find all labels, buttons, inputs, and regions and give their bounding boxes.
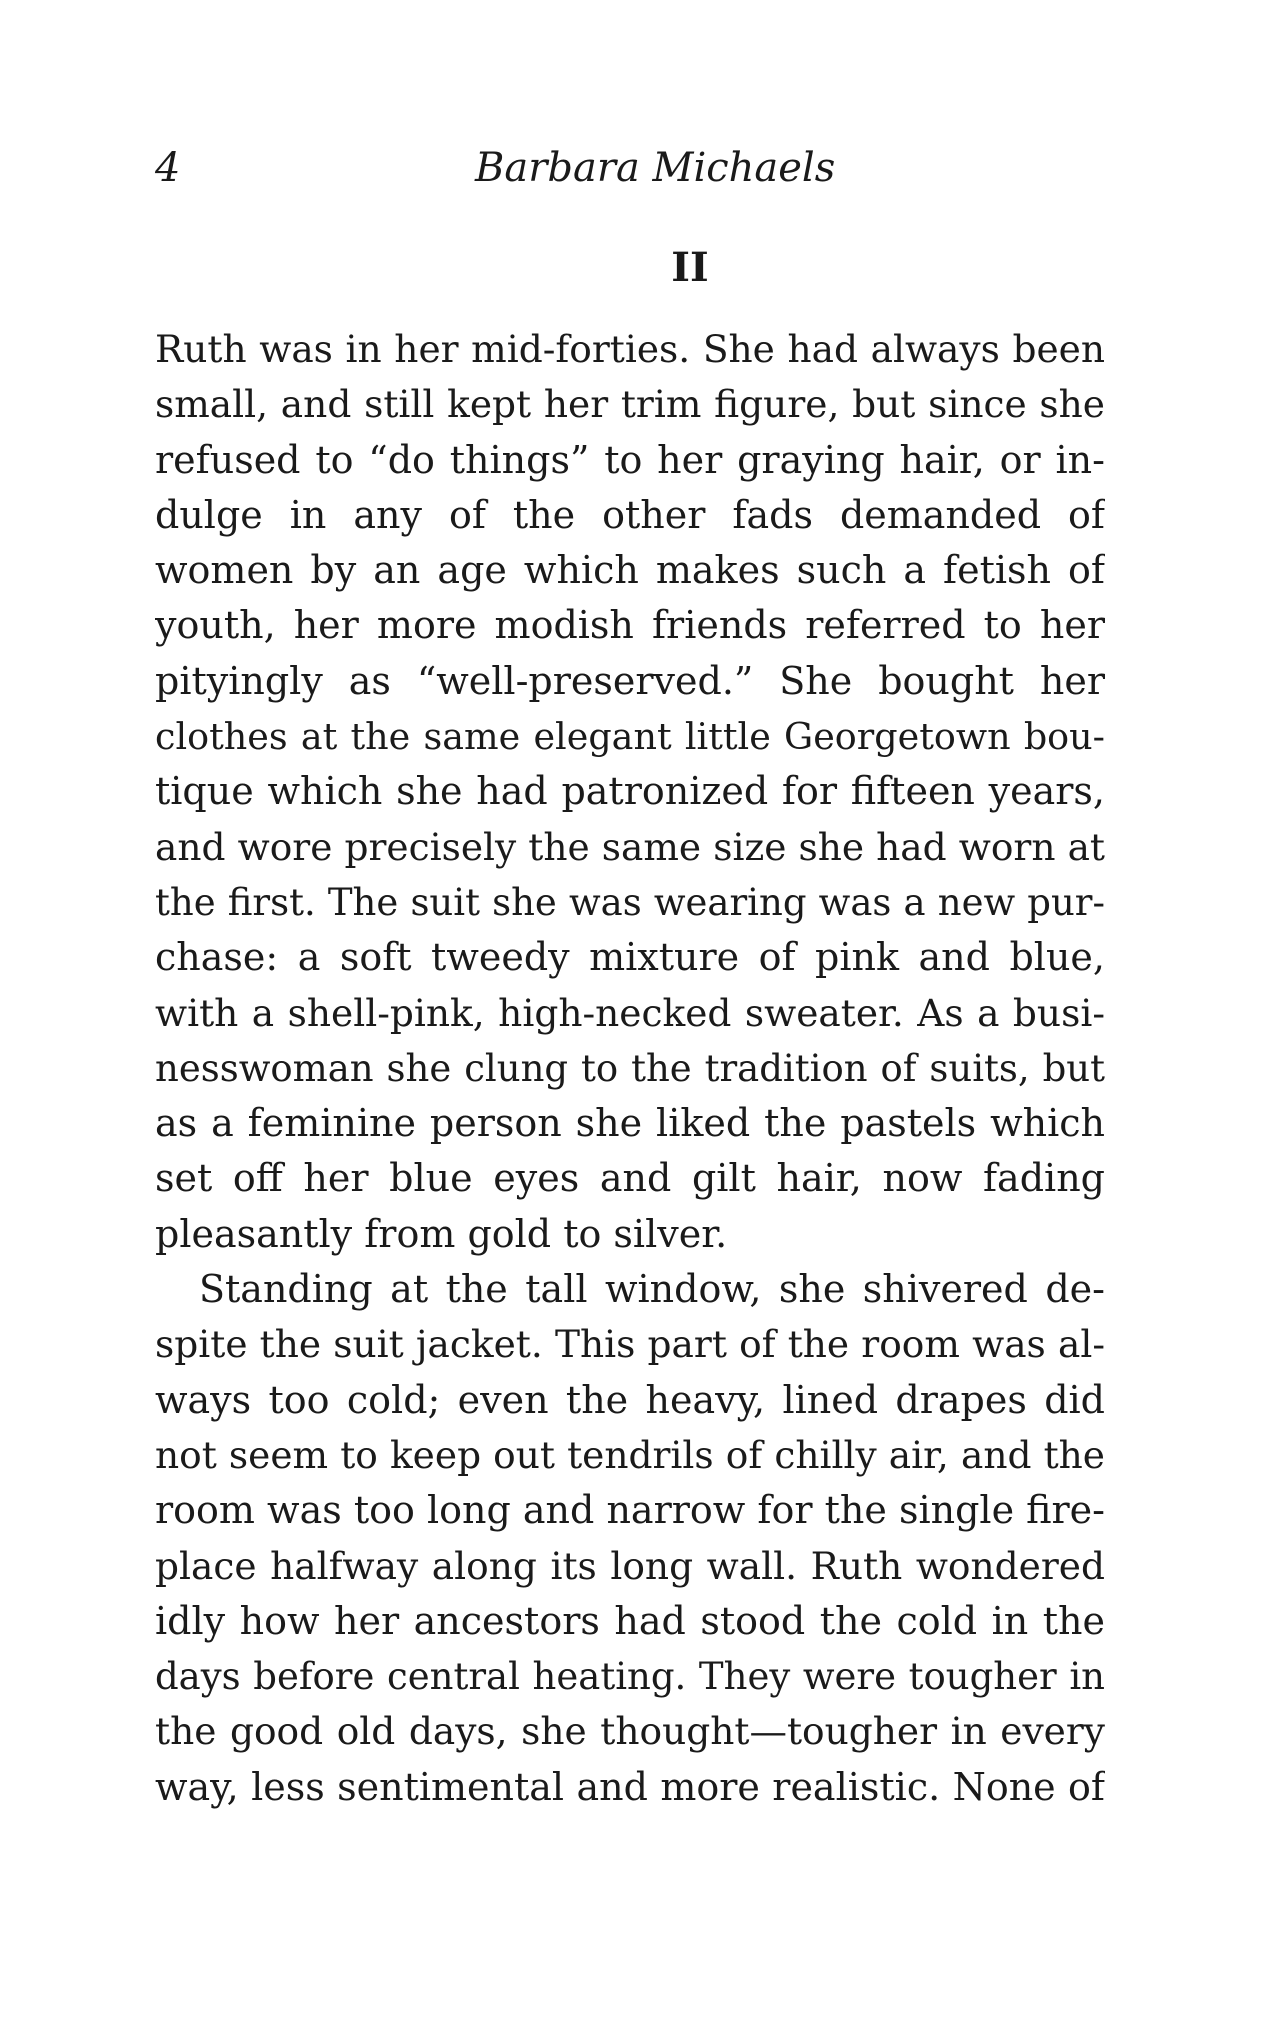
text-line: with a shell-pink, high-necked sweater. As a busi-: [155, 990, 1105, 1035]
text-line: pleasantly from gold to silver.: [155, 1211, 728, 1256]
body-text: [155, 322, 1105, 1815]
paragraph-2: [155, 1262, 1105, 1815]
page-number: 4: [155, 145, 181, 191]
text-line: idly how her ancestors had stood the cold in the: [155, 1598, 1105, 1643]
text-line: room was too long and narrow for the single fire-: [155, 1488, 1105, 1533]
text-line: and wore precisely the same size she had worn at: [155, 824, 1105, 869]
text-line: spite the suit jacket. This part of the room was al-: [155, 1322, 1105, 1367]
running-head: [155, 138, 1105, 198]
text-line: nesswoman she clung to the tradition of suits, but: [155, 1046, 1105, 1090]
text-line: the good old days, she thought—tougher in every: [155, 1709, 1105, 1754]
running-title: Barbara Michaels: [475, 145, 836, 191]
text-line: small, and still kept her trim figure, but since she: [155, 382, 1105, 427]
text-line: as a feminine person she liked the pastels which: [155, 1101, 1105, 1146]
paragraph-1: [155, 322, 1105, 1262]
text-line: the first. The suit she was wearing was a new pur-: [155, 880, 1105, 924]
text-line: tique which she had patronized for fifteen years,: [155, 769, 1105, 814]
text-line: Ruth was in her mid-forties. She had always been: [155, 327, 1105, 371]
text-line: place halfway along its long wall. Ruth wondered: [155, 1543, 1105, 1588]
text-line: dulge in any of the other fads demanded of: [155, 492, 1105, 537]
text-line: pityingly as “well-preserved.” She bought her: [155, 658, 1105, 703]
text-line: Standing at the tall window, she shivered de-: [199, 1267, 1105, 1312]
text-line: chase: a soft tweedy mixture of pink and blue,: [155, 935, 1105, 980]
text-line: days before central heating. They were tougher in: [155, 1655, 1105, 1699]
text-line: ways too cold; even the heavy, lined drapes did: [155, 1377, 1105, 1422]
text-line: set off her blue eyes and gilt hair, now fading: [155, 1156, 1105, 1201]
text-line: refused to “do things” to her graying hair, or in-: [155, 437, 1105, 482]
chapter-heading: II: [671, 244, 709, 291]
text-line: not seem to keep out tendrils of chilly air, and the: [155, 1432, 1105, 1477]
text-line: women by an age which makes such a fetish of: [155, 548, 1105, 593]
text-line: clothes at the same elegant little Georgetown bou-: [155, 715, 1105, 759]
text-line: youth, her more modish friends referred to her: [155, 603, 1105, 648]
text-line: way, less sentimental and more realistic. None of: [155, 1764, 1105, 1809]
